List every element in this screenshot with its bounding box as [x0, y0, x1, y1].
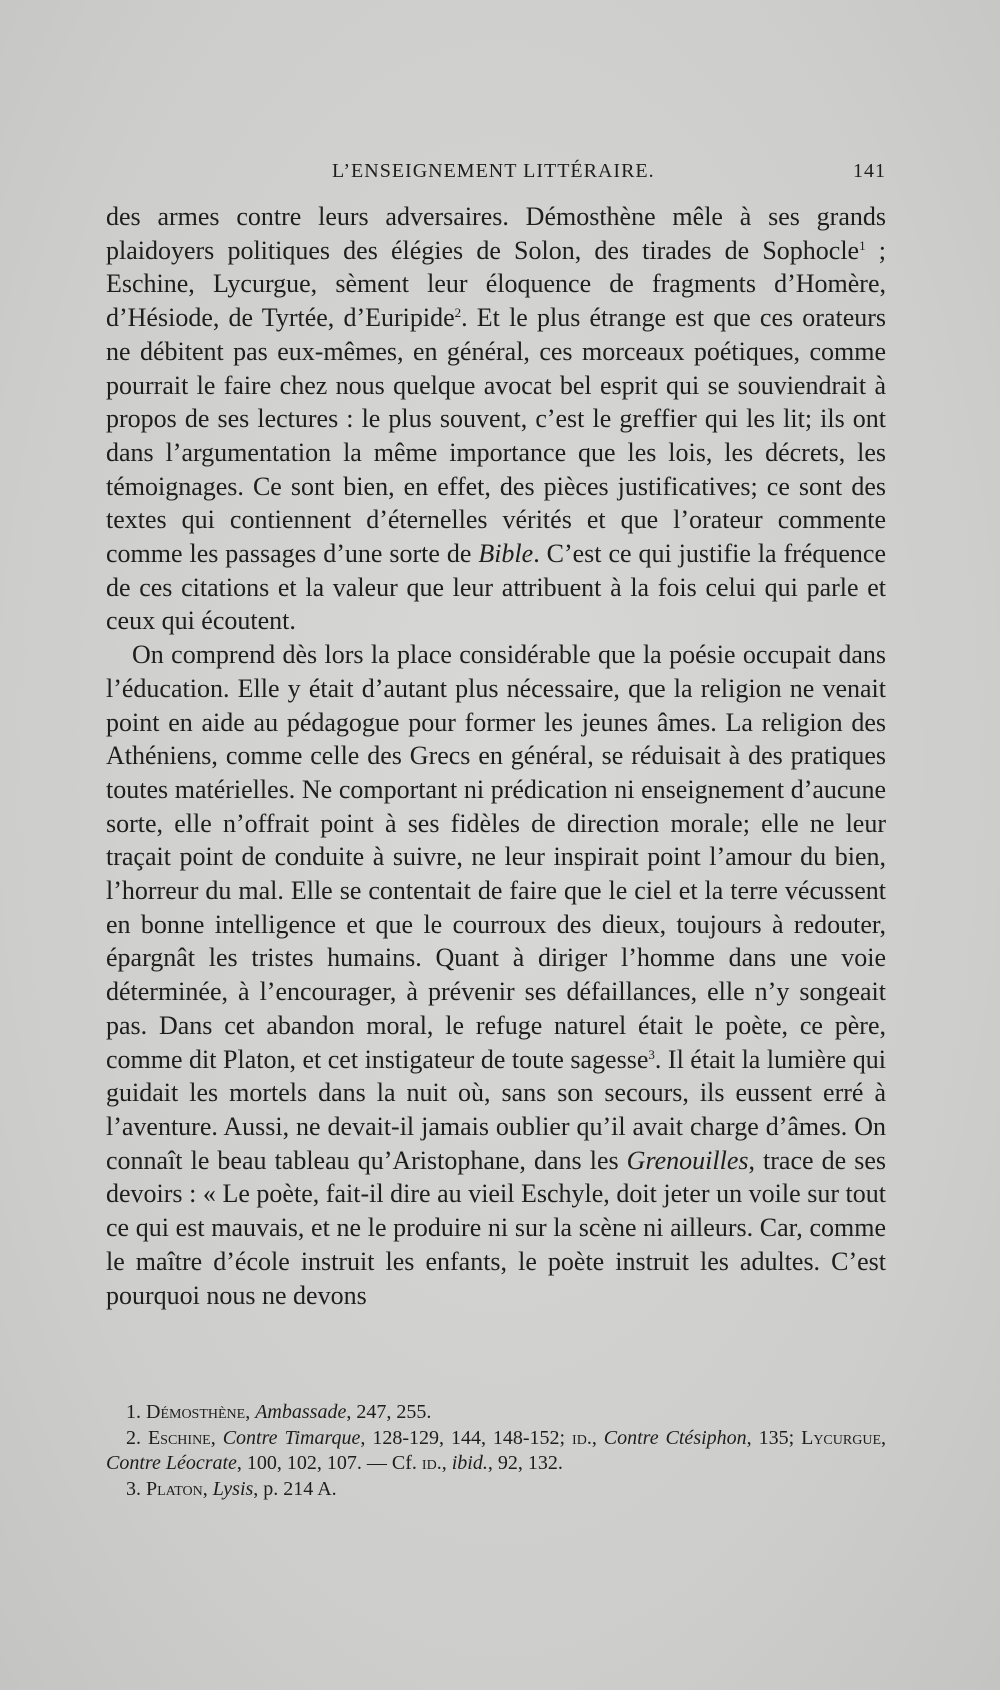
footnote-work: Ambassade [255, 1401, 347, 1423]
footnote-sep: , [591, 1426, 604, 1449]
italic-term-bible: Bible [478, 539, 534, 569]
text-run: . Et le plus étrange est que ces orateurs ne débitent pas eux-mêmes, en général, ces morceaux poétiques, comme pourrait le faire chez nous quelque avocat bel esprit qui se souviendrait à propos de ses lectures : le plus souvent, c’est le greffier qui les lit; ils ont dans l’argumentation la même importance que les lois, les décrets, les témoignages. Ce sont bien, en effet, des pièces justificatives; ce sont des textes qui contiennent d’éternelles vérités et que l’orateur commente comme les passages d’une sorte de [106, 303, 887, 569]
footnote-ref: , 128-129, 144, 148-152; [360, 1426, 573, 1449]
footnote-id: id. [572, 1426, 592, 1449]
footnote-ref: , 92, 132. [487, 1452, 563, 1474]
running-header [106, 156, 886, 190]
footnote-ref: , p. 214 A. [253, 1477, 337, 1500]
text-run: ; Eschine, Lycurgue, sèment leur éloquence de fragments d’Homère, d’Hésiode, de Tyrtée, d’Euripide [106, 235, 886, 333]
footnote-ibid: ibid. [451, 1452, 488, 1474]
footnote-1: 1. Démosthène, Ambassade, 247, 255. [126, 1401, 432, 1423]
footnote-ref-2[interactable]: 2 [454, 305, 462, 321]
footnote-author: Démosthène [146, 1401, 246, 1423]
text-run: . C’est ce qui justifie la fréquence de ces citations et la valeur que leur attribuent à la fois celui qui parle et ceux qui écoutent. [106, 539, 886, 636]
italic-title-grenouilles: Grenouilles [626, 1145, 749, 1175]
footnote-sep: , [441, 1452, 452, 1474]
footnote-author: Platon [146, 1477, 203, 1500]
text-run: . Il était la lumière qui guidait les mortels dans la nuit où, sans son secours, ils eussent erré à l’aventure. Aussi, ne devait-il jamais oublier qu’il avait charge d’âmes. On connaît le beau tableau qu’Aristophane, dans les [106, 1044, 887, 1175]
paragraph-1 [106, 200, 886, 638]
footnote-work: Lysis [212, 1477, 254, 1500]
footnote-number: 3. [126, 1477, 141, 1500]
footnote-ref-1[interactable]: 1 [859, 237, 866, 253]
text-run: , trace de ses devoirs : « Le poète, fait-il dire au vieil Eschyle, doit jeter un voile sur tout ce qui est mauvais, et ne le produire ni sur la scène ni ailleurs. Car, comme le maître d’école instruit les enfants, le poète instruit les adultes. C’est pourquoi nous ne devons [106, 1145, 886, 1310]
footnote-ref: , 247, 255. [346, 1401, 432, 1423]
footnote-ref: , 135; [746, 1426, 802, 1449]
paragraph-2 [106, 638, 886, 1312]
footnote-number: 1. [126, 1401, 141, 1423]
footnote-ref-3[interactable]: 3 [648, 1046, 655, 1062]
footnote-number: 2. [126, 1426, 141, 1449]
footnote-work: Contre Timarque [222, 1426, 361, 1449]
footnote-author: Lycurgue [801, 1426, 881, 1449]
footnote-ref: , 100, 102, 107. — Cf. [236, 1452, 422, 1474]
main-text [106, 200, 886, 1312]
footnote-3: 3. Platon, Lysis, p. 214 A. [126, 1477, 337, 1500]
text-run: des armes contre leurs adversaires. Démosthène mêle à ses grands plaidoyers politiques des élégies de Solon, des tirades de Sophocle [106, 202, 886, 265]
footnote-author: Eschine [147, 1426, 211, 1449]
footnote-2: 2. Eschine, Contre Timarque, 128-129, 144, 148-152; id., Contre Ctésiphon, 135; Lycurgue, Contre Léocrate, 100, 102, 107. — Cf. id., ibid., 92, 132. [106, 1426, 886, 1474]
running-title: L’ENSEIGNEMENT LITTÉRAIRE. [332, 160, 655, 182]
footnotes [106, 1400, 886, 1502]
footnote-work: Contre Ctésiphon [603, 1426, 747, 1449]
footnote-work: Contre Léocrate [106, 1452, 237, 1474]
footnote-id: id. [421, 1452, 442, 1474]
page-number: 141 [853, 160, 886, 182]
text-run: On comprend dès lors la place considérable que la poésie occupait dans l’éducation. Elle y était d’autant plus nécessaire, que la religion ne venait point en aide au pédagogue pour former les jeunes âmes. La religion des Athéniens, comme celle des Grecs en général, se réduisait à des pratiques toutes matérielles. Ne comportant ni prédication ni enseignement d’aucune sorte, elle n’offrait point à ses fidèles de direction morale; elle ne leur traçait point de conduite à suivre, ne leur inspirait point l’amour du bien, l’horreur du mal. Elle se contentait de faire que le ciel et la terre vécussent en bonne intelligence et que le courroux des dieux, toujours à redouter, épargnât les tristes humains. Quant à diriger l’homme dans une voie déterminée, à l’encourager, à prévenir ses défaillances, elle n’y songeait pas. Dans cet abandon moral, le refuge naturel était le poète, ce père, comme dit Platon, et cet instigateur de toute sagesse [106, 640, 886, 1074]
